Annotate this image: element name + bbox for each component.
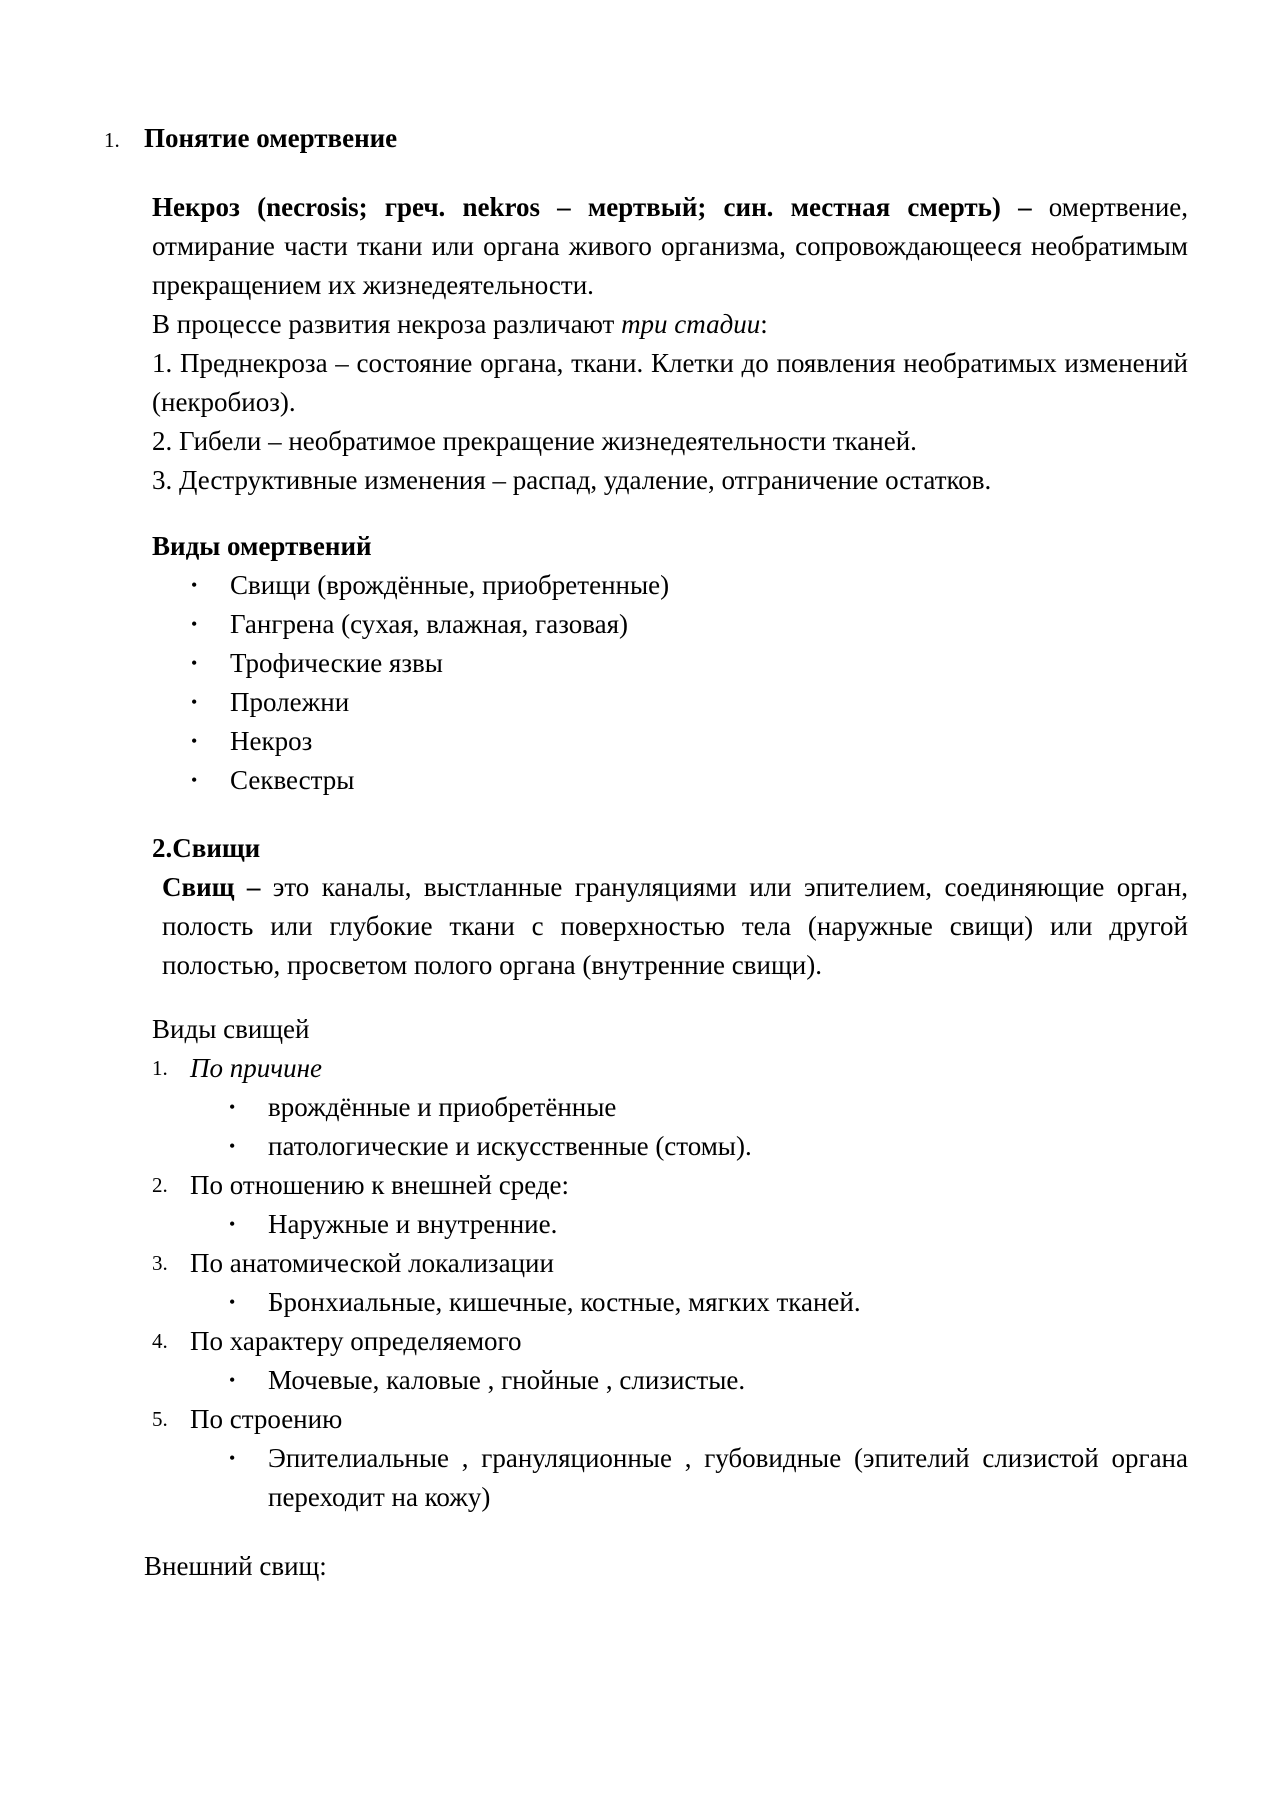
necrosis-views-list [152,566,669,800]
type-number: 4. [152,1329,168,1353]
type-sublist [190,1283,1188,1322]
type-label: По анатомической локализации [190,1248,554,1278]
type-label: По строению [190,1404,343,1434]
bullet-icon: • [191,614,198,634]
section-heading-1 [104,119,397,160]
fistula-types-list [152,1049,1188,1517]
list-item-text: Секвестры [230,765,355,795]
list-item [152,761,669,800]
definition-text: омертвение, отмирание части ткани или органа живого организма, сопровождающееся необратимым прекращением их жизнедеятельности. [152,192,1189,300]
type-item [152,1049,1188,1166]
list-item-text: Трофические язвы [230,648,443,678]
type-item [152,1166,1188,1244]
list-item-text: Свищи (врождённые, приобретенные) [230,570,670,600]
type-item [152,1322,1188,1400]
list-item-text: Мочевые, каловые , гнойные , слизистые. [268,1365,746,1395]
list-item [152,722,669,761]
list-item [190,1439,1188,1517]
type-sublist [190,1439,1188,1517]
fistula-definition [162,868,1188,985]
bullet-icon: • [191,731,198,751]
bullet-icon: • [191,692,198,712]
stage-item: 2. Гибели – необратимое прекращение жизнедеятельности тканей. [152,426,917,456]
necrosis-definition-block [152,188,1188,500]
views-title: Виды омертвений [152,531,372,561]
type-number: 5. [152,1407,168,1431]
list-item-text: Гангрена (сухая, влажная, газовая) [230,609,628,639]
stages-intro-text: В процессе развития некроза различают [152,309,622,339]
type-item [152,1400,1188,1517]
bullet-icon: • [191,770,198,790]
type-item [152,1244,1188,1322]
list-item-text: Некроз [230,726,313,756]
stage-item: 1. Преднекроза – состояние органа, ткани. Клетки до появления необратимых изменений (некробиоз). [152,348,1188,417]
type-number: 1. [152,1056,168,1080]
bullet-icon: • [229,1292,236,1312]
list-item-text: Наружные и внутренние. [268,1209,558,1239]
type-number: 3. [152,1251,168,1275]
list-item [190,1283,1188,1322]
section-title: Понятие омертвение [144,123,398,153]
list-item [152,683,669,722]
bullet-icon: • [191,653,198,673]
definition-paragraph [152,188,1188,305]
list-item-text: Эпителиальные , грануляционные , губовидные (эпителий слизистой органа переходит на кожу) [268,1443,1188,1512]
fistula-text: это каналы, выстланные грануляциями или эпителием, соединяющие орган, полость или глубокие ткани с поверхностью тела (наружные свищи) или другой полостью, просветом полого органа (внутренние свищи). [162,872,1189,980]
list-item-text: патологические и искусственные (стомы). [268,1131,752,1161]
type-label: По характеру определяемого [190,1326,522,1356]
stage-item: 3. Деструктивные изменения – распад, удаление, отграничение остатков. [152,465,992,495]
list-item [152,566,669,605]
list-item-text: Бронхиальные, кишечные, костные, мягких тканей. [268,1287,861,1317]
section-number: 1. [104,128,120,152]
bullet-icon: • [229,1136,236,1156]
list-item-text: врождённые и приобретённые [268,1092,617,1122]
list-item [152,605,669,644]
bullet-icon: • [229,1214,236,1234]
list-item [190,1205,1188,1244]
stages-intro [152,305,1188,344]
bullet-icon: • [229,1370,236,1390]
type-label: По причине [190,1053,323,1083]
external-fistula-label: Внешний свищ: [144,1551,327,1581]
list-item [190,1088,1188,1127]
section-heading-2: 2.Свищи [152,833,261,863]
list-item-text: Пролежни [230,687,350,717]
type-sublist [190,1361,1188,1400]
list-item [190,1361,1188,1400]
stages-intro-colon: : [760,309,768,339]
fistula-term: Свищ – [162,872,261,902]
list-item [152,644,669,683]
list-item [190,1127,1188,1166]
type-sublist [190,1205,1188,1244]
fistula-types-title: Виды свищей [152,1014,310,1044]
bullet-icon: • [229,1448,236,1468]
bullet-icon: • [191,575,198,595]
definition-term: Некроз (necrosis; греч. nekros – мертвый; син. местная смерть) – [152,192,1032,222]
bullet-icon: • [229,1097,236,1117]
type-number: 2. [152,1173,168,1197]
type-label: По отношению к внешней среде: [190,1170,570,1200]
stages-intro-italic: три стадии [621,309,761,339]
type-sublist [190,1088,1188,1166]
